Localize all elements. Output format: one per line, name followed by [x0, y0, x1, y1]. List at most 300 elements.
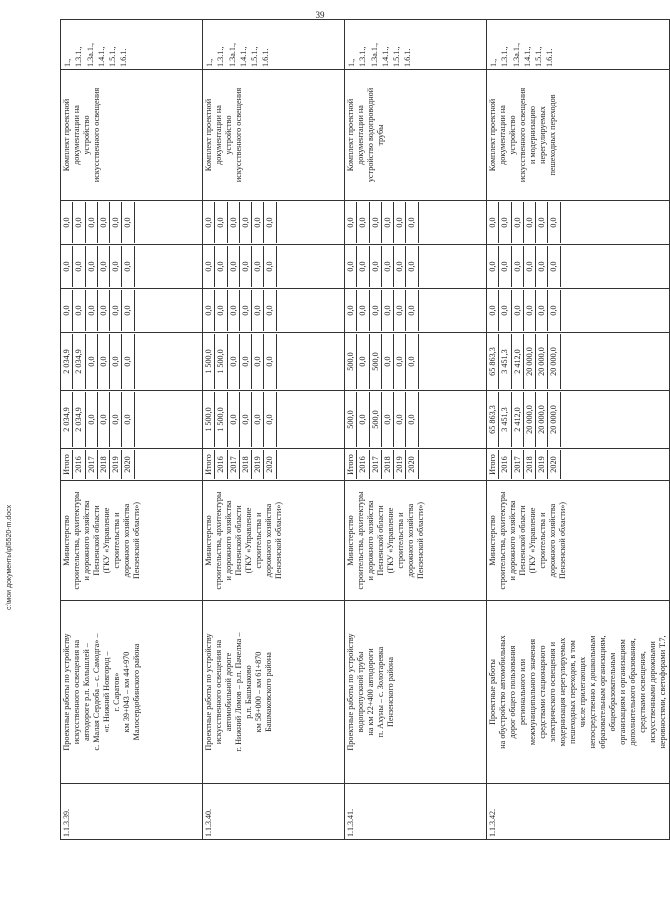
activity-name-line: искусственного освещения на: [214, 639, 223, 745]
total-amount-line: 0,0: [264, 392, 276, 447]
target-indicators-line: 1.4.1.,: [380, 46, 390, 67]
federal-budget-line: 0,0: [228, 290, 240, 331]
expected-result-line: Комплект проектной: [62, 98, 71, 172]
executor-line: Министерство: [488, 515, 497, 566]
executor: [487, 481, 670, 601]
federal-budget-line: 0,0: [122, 290, 134, 331]
activity-name-line: р.п. Башмаково: [244, 665, 253, 719]
expected-result-line: трубы: [376, 124, 385, 146]
years-line: Итого: [345, 450, 357, 479]
target-indicators: [61, 20, 203, 70]
expected-result-line: пешеходных переходов: [548, 94, 557, 176]
other-sources-line: 0,0: [406, 202, 418, 243]
other-sources-line: 0,0: [512, 202, 524, 243]
target-indicators-line: 1.3.1.,: [74, 46, 84, 67]
federal-budget-line: 0,0: [73, 290, 85, 331]
federal-budget-line: 0,0: [110, 290, 122, 331]
other-sources-line: 0,0: [487, 202, 499, 243]
activity-name-line: регионального или: [518, 658, 527, 726]
total-amount: [61, 391, 203, 449]
federal-budget-line: 0,0: [487, 290, 499, 331]
expected-result-line: устройство водопроводной: [366, 87, 375, 183]
regional-budget-line: 0,0: [86, 334, 98, 389]
target-indicators-line: 1.3.1.,: [216, 46, 226, 67]
regional-budget-line: 0,0: [382, 334, 394, 389]
expected-result-line: документации на: [356, 105, 365, 165]
executor-line: Пензенской области: [92, 505, 101, 576]
target-indicators-line: 1.3.1.,: [358, 46, 368, 67]
target-indicators: [203, 20, 345, 70]
local-budget-line: 0,0: [394, 246, 406, 287]
regional-budget: [345, 333, 487, 391]
program-activities-table: [60, 19, 670, 840]
regional-budget-line: 0,0: [98, 334, 110, 389]
executor-line: Пензенской области»): [132, 501, 141, 580]
regional-budget-line: 0,0: [252, 334, 264, 389]
other-sources-line: 0,0: [98, 202, 110, 243]
activity-name-line: искусственного освещения на: [72, 639, 81, 745]
activity-name-line: г. Саратов»: [112, 672, 121, 712]
regional-budget: [61, 333, 203, 391]
target-indicators-line: 1.,: [489, 58, 498, 67]
regional-budget-line: 65 863,3: [487, 334, 499, 389]
activity-name-line: организациям и организациям: [618, 639, 627, 745]
executor-line: (ГКУ «Управление: [244, 507, 253, 574]
years-line: 2019: [394, 450, 406, 479]
total-amount-line: 0,0: [98, 392, 110, 447]
regional-budget: [487, 333, 670, 391]
local-budget-line: 0,0: [252, 246, 264, 287]
federal-budget-line: 0,0: [499, 290, 511, 331]
federal-budget-line: 0,0: [536, 290, 548, 331]
other-sources-line: 0,0: [73, 202, 85, 243]
regional-budget-line: 2 034,9: [73, 334, 85, 389]
activity-name-line: на обустройство автомобильных: [498, 635, 507, 749]
total-amount-line: 2 412,0: [512, 392, 524, 447]
activity-name-line: Проектные работы по устройству: [62, 633, 71, 751]
activity-name-line: модернизация нерегулируемых: [558, 637, 567, 747]
executor-line: (ГКУ «Управление: [386, 507, 395, 574]
table-row: [203, 20, 345, 840]
target-indicators-line: 1.,: [63, 58, 72, 67]
years-line: 2018: [524, 450, 536, 479]
regional-budget-line: 0,0: [228, 334, 240, 389]
activity-name-line: водопропускной трубы: [356, 651, 365, 733]
federal-budget-line: 0,0: [61, 290, 73, 331]
activity-code: 1.1.3.39.: [61, 784, 203, 840]
target-indicators-line: 1.5.1.,: [534, 46, 544, 67]
expected-result-line: искусственного освещения: [234, 87, 243, 183]
total-amount-line: 3 451,3: [499, 392, 511, 447]
expected-result-line: документации на: [214, 105, 223, 165]
total-amount-line: 0,0: [406, 392, 418, 447]
executor-line: строительства и: [396, 512, 405, 569]
table-row: [345, 20, 487, 840]
expected-result: [487, 70, 670, 201]
years: [61, 449, 203, 481]
expected-result-line: Комплект проектной: [346, 98, 355, 172]
target-indicators-line: 1.3а.1.,: [85, 42, 95, 67]
years-line: 2020: [122, 450, 134, 479]
total-amount-line: 500,0: [345, 392, 357, 447]
other-sources-line: 0,0: [228, 202, 240, 243]
years-line: 2019: [252, 450, 264, 479]
executor: [203, 481, 345, 601]
years-line: Итого: [203, 450, 215, 479]
years-line: 2016: [73, 450, 85, 479]
total-amount-line: 500,0: [370, 392, 382, 447]
local-budget-line: 0,0: [524, 246, 536, 287]
total-amount: [487, 391, 670, 449]
regional-budget-line: 1 500,0: [203, 334, 215, 389]
activity-name-line: автомобильной дороге: [224, 652, 233, 732]
federal-budget: [487, 289, 670, 333]
total-amount: [345, 391, 487, 449]
rotated-table-wrapper: [60, 20, 667, 840]
years-line: 2017: [512, 450, 524, 479]
local-budget-line: 0,0: [110, 246, 122, 287]
regional-budget-line: 3 451,3: [499, 334, 511, 389]
other-sources-line: 0,0: [548, 202, 560, 243]
table-area: [60, 20, 667, 840]
expected-result-line: искусственного освещения: [518, 87, 527, 183]
years-line: 2020: [548, 450, 560, 479]
local-budget: [61, 245, 203, 289]
activity-name: [487, 601, 670, 784]
expected-result: [61, 70, 203, 201]
executor-line: дорожного хозяйства: [264, 503, 273, 578]
other-sources-line: 0,0: [86, 202, 98, 243]
local-budget-line: 0,0: [345, 246, 357, 287]
executor-line: Министерство: [62, 515, 71, 566]
regional-budget-line: 2 034,9: [61, 334, 73, 389]
executor-line: и дорожного хозяйства: [508, 500, 517, 581]
other-sources-line: 0,0: [110, 202, 122, 243]
federal-budget-line: 0,0: [345, 290, 357, 331]
regional-budget-line: 1 500,0: [215, 334, 227, 389]
activity-name-line: км 58+000 – км 61+870: [254, 651, 263, 733]
years: [487, 449, 670, 481]
total-amount-line: 2 034,9: [61, 392, 73, 447]
regional-budget-line: 0,0: [394, 334, 406, 389]
activity-name-line: средствами освещения,: [638, 651, 647, 733]
activity-name-line: п. Ахуны – с. Золотаревка: [376, 646, 385, 738]
activity-name-line: дополнительного образования,: [628, 638, 637, 746]
table-row: [61, 20, 203, 840]
total-amount: [203, 391, 345, 449]
years-line: 2019: [110, 450, 122, 479]
total-amount-line: 0,0: [228, 392, 240, 447]
other-sources: [487, 201, 670, 245]
expected-result-line: Комплект проектной: [488, 98, 497, 172]
target-indicators-line: 1.3а.1.,: [369, 42, 379, 67]
federal-budget-line: 0,0: [548, 290, 560, 331]
activity-name-line: образовательным организациям,: [598, 635, 607, 749]
local-budget-line: 0,0: [370, 246, 382, 287]
activity-name-line: с. Малая Сердоба – с. Самодга» –: [92, 633, 101, 751]
target-indicators-line: 1.3а.1.,: [511, 42, 521, 67]
local-budget: [345, 245, 487, 289]
executor-line: Министерство: [346, 515, 355, 566]
total-amount-line: 1 500,0: [215, 392, 227, 447]
activity-name-line: искусственными дорожными: [648, 641, 657, 743]
activity-name-line: на км 22+400 автодороги: [366, 648, 375, 736]
activity-name-line: дорог общего пользования: [508, 645, 517, 739]
expected-result-line: устройство: [508, 115, 517, 155]
local-budget: [203, 245, 345, 289]
table-body: [61, 20, 670, 840]
years-line: 2020: [264, 450, 276, 479]
total-amount-line: 0,0: [357, 392, 369, 447]
other-sources-line: 0,0: [252, 202, 264, 243]
executor-line: строительства, архитектуры: [214, 491, 223, 590]
expected-result-line: нерегулируемых: [538, 106, 547, 164]
other-sources-line: 0,0: [357, 202, 369, 243]
expected-result-line: устройство: [224, 115, 233, 155]
total-amount-line: 0,0: [122, 392, 134, 447]
target-indicators-line: 1.,: [347, 58, 356, 67]
activity-name-line: км 39+043 – км 44+970: [122, 651, 131, 733]
other-sources-line: 0,0: [382, 202, 394, 243]
local-budget-line: 0,0: [203, 246, 215, 287]
executor-line: строительства, архитектуры: [356, 491, 365, 590]
other-sources-line: 0,0: [536, 202, 548, 243]
activity-name: [345, 601, 487, 784]
executor-line: строительства, архитектуры: [498, 491, 507, 590]
regional-budget-line: 2 412,0: [512, 334, 524, 389]
target-indicators-line: 1.4.1.,: [522, 46, 532, 67]
years: [345, 449, 487, 481]
federal-budget-line: 0,0: [382, 290, 394, 331]
target-indicators-line: 1.4.1.,: [96, 46, 106, 67]
other-sources: [345, 201, 487, 245]
activity-name-line: средствами стационарного: [538, 645, 547, 739]
regional-budget-line: 20 000,0: [536, 334, 548, 389]
activity-name-line: «г. Нижний Новгород –: [102, 651, 111, 733]
other-sources-line: 0,0: [345, 202, 357, 243]
page-number: 39: [315, 10, 325, 20]
activity-name: [203, 601, 345, 784]
local-budget-line: 0,0: [406, 246, 418, 287]
target-indicators-line: 1.5.1.,: [250, 46, 260, 67]
other-sources-line: 0,0: [203, 202, 215, 243]
activity-name-line: неровностями, светофорами Т.7,: [658, 635, 667, 749]
federal-budget-line: 0,0: [524, 290, 536, 331]
activity-code: 1.1.3.40.: [203, 784, 345, 840]
federal-budget-line: 0,0: [394, 290, 406, 331]
other-sources: [61, 201, 203, 245]
local-budget: [487, 245, 670, 289]
executor-line: Министерство: [204, 515, 213, 566]
executor-line: дорожного хозяйства: [406, 503, 415, 578]
total-amount-line: 2 034,9: [73, 392, 85, 447]
years-line: 2016: [215, 450, 227, 479]
activity-name-line: г. Нижний Ломов – р.п. Пачелма –: [234, 632, 243, 752]
other-sources-line: 0,0: [61, 202, 73, 243]
executor-line: Пензенской области: [376, 505, 385, 576]
years-line: Итого: [61, 450, 73, 479]
federal-budget-line: 0,0: [264, 290, 276, 331]
target-indicators: [345, 20, 487, 70]
target-indicators-line: 1.3а.1.,: [227, 42, 237, 67]
regional-budget-line: 0,0: [240, 334, 252, 389]
local-budget-line: 0,0: [499, 246, 511, 287]
years-line: Итого: [487, 450, 499, 479]
regional-budget: [203, 333, 345, 391]
years-line: 2016: [499, 450, 511, 479]
local-budget-line: 0,0: [240, 246, 252, 287]
executor-line: (ГКУ «Управление: [528, 507, 537, 574]
regional-budget-line: 500,0: [370, 334, 382, 389]
expected-result: [345, 70, 487, 201]
target-indicators-line: 1.,: [205, 58, 214, 67]
target-indicators-line: 1.6.1.: [261, 48, 271, 67]
expected-result-line: устройство: [82, 115, 91, 155]
local-budget-line: 0,0: [228, 246, 240, 287]
local-budget-line: 0,0: [487, 246, 499, 287]
activity-code: 1.1.3.41.: [345, 784, 487, 840]
executor: [61, 481, 203, 601]
local-budget-line: 0,0: [382, 246, 394, 287]
years-line: 2017: [370, 450, 382, 479]
federal-budget: [345, 289, 487, 333]
federal-budget-line: 0,0: [370, 290, 382, 331]
activity-name-line: Башмаковского района: [264, 652, 273, 732]
target-indicators-line: 1.5.1.,: [108, 46, 118, 67]
years: [203, 449, 345, 481]
federal-budget-line: 0,0: [406, 290, 418, 331]
years-line: 2018: [240, 450, 252, 479]
expected-result: [203, 70, 345, 201]
activity-name-line: электрического освещения и: [548, 642, 557, 742]
executor-line: дорожного хозяйства: [122, 503, 131, 578]
target-indicators: [487, 20, 670, 70]
local-budget-line: 0,0: [357, 246, 369, 287]
regional-budget-line: 20 000,0: [524, 334, 536, 389]
activity-name-line: Проектные работы по устройству: [204, 633, 213, 751]
activity-name-line: числе прилегающих: [578, 656, 587, 728]
federal-budget-line: 0,0: [252, 290, 264, 331]
total-amount-line: 65 863,3: [487, 392, 499, 447]
executor-line: строительства, архитектуры: [72, 491, 81, 590]
regional-budget-line: 500,0: [345, 334, 357, 389]
target-indicators-line: 1.3.1.,: [500, 46, 510, 67]
local-budget-line: 0,0: [61, 246, 73, 287]
executor-line: строительства и: [112, 512, 121, 569]
activity-name-line: Пензенского района: [386, 657, 395, 727]
federal-budget-line: 0,0: [512, 290, 524, 331]
other-sources-line: 0,0: [122, 202, 134, 243]
other-sources-line: 0,0: [370, 202, 382, 243]
years-line: 2016: [357, 450, 369, 479]
executor-line: строительства и: [254, 512, 263, 569]
table-row: [487, 20, 670, 840]
activity-name-line: непосредственно к дошкольным: [588, 635, 597, 749]
total-amount-line: 0,0: [110, 392, 122, 447]
executor-line: Пензенской области»): [558, 501, 567, 580]
local-budget-line: 0,0: [548, 246, 560, 287]
expected-result-line: Комплект проектной: [204, 98, 213, 172]
regional-budget-line: 0,0: [110, 334, 122, 389]
activity-code: 1.1.3.42.: [487, 784, 670, 840]
years-line: 2017: [86, 450, 98, 479]
local-budget-line: 0,0: [122, 246, 134, 287]
years-line: 2020: [406, 450, 418, 479]
total-amount-line: 20 000,0: [524, 392, 536, 447]
executor-line: (ГКУ «Управление: [102, 507, 111, 574]
executor-line: Пензенской области: [234, 505, 243, 576]
federal-budget-line: 0,0: [86, 290, 98, 331]
federal-budget-line: 0,0: [215, 290, 227, 331]
executor-line: строительства и: [538, 512, 547, 569]
executor-line: и дорожного хозяйства: [82, 500, 91, 581]
regional-budget-line: 0,0: [264, 334, 276, 389]
regional-budget-line: 0,0: [357, 334, 369, 389]
other-sources-line: 0,0: [215, 202, 227, 243]
activity-name: [61, 601, 203, 784]
total-amount-line: 0,0: [86, 392, 98, 447]
regional-budget-line: 20 000,0: [548, 334, 560, 389]
total-amount-line: 0,0: [240, 392, 252, 447]
total-amount-line: 0,0: [382, 392, 394, 447]
expected-result-line: документации на: [498, 105, 507, 165]
total-amount-line: 0,0: [252, 392, 264, 447]
other-sources-line: 0,0: [394, 202, 406, 243]
federal-budget-line: 0,0: [203, 290, 215, 331]
file-path: c:\мои документы\pl5520-m.docx: [6, 504, 13, 610]
total-amount-line: 1 500,0: [203, 392, 215, 447]
activity-name-line: Проектные работы по устройству: [346, 633, 355, 751]
expected-result-line: и модернизацию: [528, 106, 537, 164]
years-line: 2017: [228, 450, 240, 479]
other-sources-line: 0,0: [524, 202, 536, 243]
other-sources-line: 0,0: [240, 202, 252, 243]
years-line: 2018: [98, 450, 110, 479]
executor-line: и дорожного хозяйства: [366, 500, 375, 581]
local-budget-line: 0,0: [86, 246, 98, 287]
federal-budget-line: 0,0: [98, 290, 110, 331]
federal-budget-line: 0,0: [357, 290, 369, 331]
local-budget-line: 0,0: [512, 246, 524, 287]
executor-line: Пензенской области: [518, 505, 527, 576]
target-indicators-line: 1.6.1.: [403, 48, 413, 67]
activity-name-line: общеобразовательным: [608, 652, 617, 732]
total-amount-line: 20 000,0: [548, 392, 560, 447]
federal-budget: [203, 289, 345, 333]
total-amount-line: 20 000,0: [536, 392, 548, 447]
other-sources: [203, 201, 345, 245]
years-line: 2018: [382, 450, 394, 479]
executor: [345, 481, 487, 601]
activity-name-line: Проектные работы: [488, 659, 497, 725]
years-line: 2019: [536, 450, 548, 479]
local-budget-line: 0,0: [536, 246, 548, 287]
expected-result-line: документации на: [72, 105, 81, 165]
executor-line: Пензенской области»): [274, 501, 283, 580]
activity-name-line: межмуниципального значения: [528, 638, 537, 746]
target-indicators-line: 1.5.1.,: [392, 46, 402, 67]
activity-name-line: Малосердобинского района: [132, 643, 141, 741]
local-budget-line: 0,0: [264, 246, 276, 287]
target-indicators-line: 1.4.1.,: [238, 46, 248, 67]
executor-line: дорожного хозяйства: [548, 503, 557, 578]
regional-budget-line: 0,0: [406, 334, 418, 389]
federal-budget-line: 0,0: [240, 290, 252, 331]
target-indicators-line: 1.6.1.: [119, 48, 129, 67]
federal-budget: [61, 289, 203, 333]
total-amount-line: 0,0: [394, 392, 406, 447]
regional-budget-line: 0,0: [122, 334, 134, 389]
